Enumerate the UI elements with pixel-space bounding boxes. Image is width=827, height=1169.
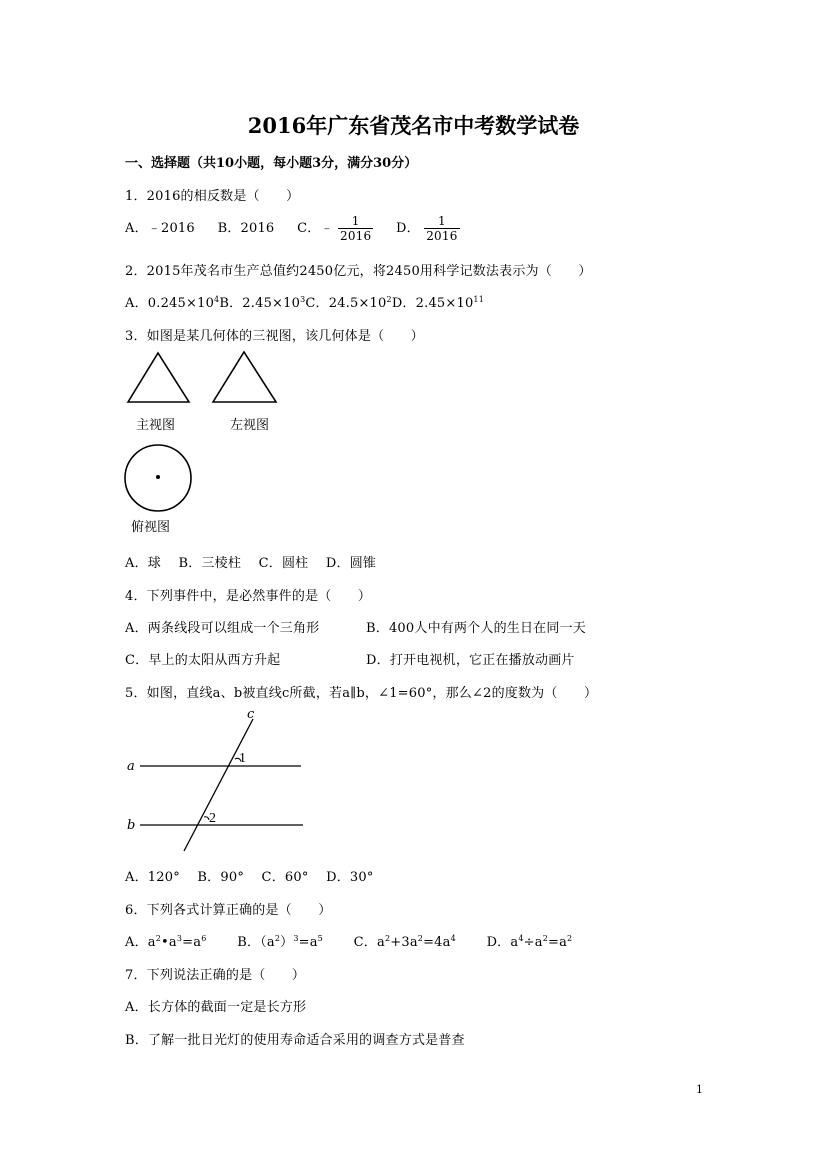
exponent: 4 bbox=[450, 934, 456, 943]
exponent: 2 bbox=[384, 934, 391, 943]
q6-option-b bbox=[237, 935, 323, 950]
fraction-denominator: 2016 bbox=[339, 229, 372, 243]
q2-option-a: A．0.245×10 bbox=[125, 296, 215, 311]
q2-option-d: D．2.45×10 bbox=[391, 296, 474, 311]
label-b: b bbox=[127, 818, 136, 833]
label-angle-1: 1 bbox=[239, 751, 246, 766]
label-c: c bbox=[247, 707, 255, 722]
exponent: 4 bbox=[214, 295, 220, 304]
text: D．a bbox=[486, 935, 519, 950]
text: =a bbox=[182, 935, 202, 950]
q3-stem: 3．如图是某几何体的三视图，该几何体是（ ） bbox=[125, 329, 424, 344]
q7-option-a: A．长方体的截面一定是长方形 bbox=[125, 1000, 307, 1015]
q7-option-b: B．了解一批日光灯的使用寿命适合采用的调查方式是普查 bbox=[125, 1033, 465, 1048]
exponent: 6 bbox=[201, 934, 207, 943]
q6-option-a bbox=[125, 935, 207, 950]
exponent: 2 bbox=[417, 934, 424, 943]
q4-option-b: B．400人中有两个人的生日在同一天 bbox=[366, 621, 586, 636]
q1-option-a: A．﹣2016 bbox=[125, 221, 195, 236]
q4-option-a: A．两条线段可以组成一个三角形 bbox=[125, 621, 320, 636]
left-view-triangle bbox=[213, 352, 276, 402]
q5-stem: 5．如图，直线a、b被直线c所截，若a∥b，∠1=60°，那么∠2的度数为（ ） bbox=[125, 686, 598, 701]
q6-option-d bbox=[487, 935, 573, 950]
q6-option-c bbox=[354, 935, 456, 950]
top-view-center-dot bbox=[156, 475, 160, 479]
text: =4a bbox=[423, 935, 451, 950]
exponent: 3 bbox=[300, 295, 306, 304]
exponent: 4 bbox=[518, 934, 524, 943]
q4-stem: 4．下列事件中，是必然事件的是（ ） bbox=[125, 589, 372, 604]
label-angle-2: 2 bbox=[209, 811, 216, 826]
q5-options: A．120° B．90° C．60° D．30° bbox=[125, 870, 374, 885]
page-title: 2016年广东省茂名市中考数学试卷 bbox=[247, 113, 580, 138]
front-view-label: 主视图 bbox=[136, 418, 176, 433]
q2-options bbox=[125, 292, 484, 311]
q7-stem: 7．下列说法正确的是（ ） bbox=[125, 968, 306, 983]
page-number: 1 bbox=[696, 1083, 703, 1096]
q1-option-d bbox=[396, 214, 460, 243]
text: B．（a bbox=[237, 935, 275, 950]
q1-stem: 1．2016的相反数是（ ） bbox=[125, 189, 300, 204]
q1-option-d-prefix: D． bbox=[396, 221, 420, 236]
text: •a bbox=[161, 935, 177, 950]
text: =a bbox=[298, 935, 318, 950]
line-c bbox=[184, 719, 253, 851]
text: C．a bbox=[353, 935, 385, 950]
top-view-label: 俯视图 bbox=[131, 520, 171, 535]
exponent: 2 bbox=[567, 934, 573, 943]
exponent: 11 bbox=[473, 295, 485, 304]
exponent: 3 bbox=[293, 934, 299, 943]
label-a: a bbox=[127, 759, 135, 774]
q2-option-b: B．2.45×10 bbox=[219, 296, 301, 311]
exponent: 2 bbox=[274, 934, 281, 943]
q4-option-c: C．早上的太阳从西方升起 bbox=[125, 653, 281, 668]
q2-option-c: C．24.5×10 bbox=[305, 296, 387, 311]
q1-option-b: B．2016 bbox=[217, 221, 275, 236]
text: +3a bbox=[390, 935, 418, 950]
q1-options bbox=[125, 214, 460, 243]
text: A．a bbox=[125, 935, 156, 950]
parallel-lines-figure bbox=[120, 705, 320, 860]
text: ） bbox=[280, 935, 294, 950]
exponent: 2 bbox=[155, 934, 162, 943]
q6-stem: 6．下列各式计算正确的是（ ） bbox=[125, 903, 332, 918]
exponent: 2 bbox=[542, 934, 548, 943]
section-heading: 一、选择题（共10小题，每小题3分，满分30分） bbox=[125, 156, 418, 171]
q1-option-c-fraction bbox=[338, 214, 373, 243]
text: =a bbox=[547, 935, 568, 950]
exponent: 2 bbox=[386, 295, 392, 304]
q6-options bbox=[125, 931, 572, 950]
left-view-label: 左视图 bbox=[230, 418, 270, 433]
exponent: 5 bbox=[317, 934, 323, 943]
text: ÷a bbox=[523, 935, 543, 950]
q2-stem: 2．2015年茂名市生产总值约2450亿元，将2450用科学记数法表示为（ ） bbox=[125, 264, 592, 279]
three-view-figure bbox=[120, 345, 300, 540]
q4-option-d: D．打开电视机，它正在播放动画片 bbox=[366, 653, 575, 668]
q1-option-c-prefix: C．﹣ bbox=[297, 221, 334, 236]
q1-option-c bbox=[297, 214, 378, 243]
front-view-triangle bbox=[128, 353, 189, 402]
fraction-numerator: 1 bbox=[338, 214, 373, 229]
fraction-numerator: 1 bbox=[424, 214, 459, 229]
q1-option-d-fraction bbox=[424, 214, 459, 243]
q3-options: A．球 B．三棱柱 C．圆柱 D．圆锥 bbox=[125, 556, 377, 571]
fraction-denominator: 2016 bbox=[426, 229, 458, 243]
exponent: 3 bbox=[176, 934, 183, 943]
